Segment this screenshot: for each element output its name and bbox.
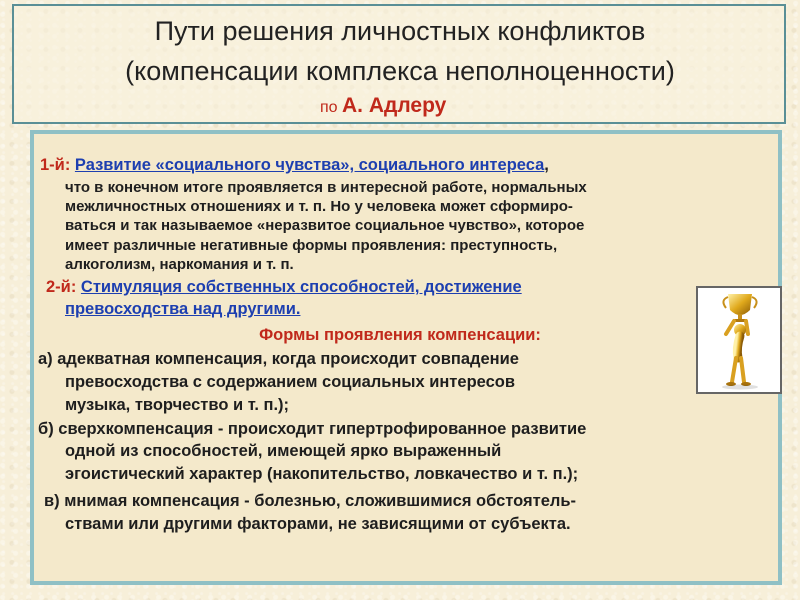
page-title-line-1: Пути решения личностных конфликтов [154,16,646,46]
item-b-line: эгоистический характер (накопительство, ловкачество и т. п.); [65,465,579,483]
p1-heading: Развитие «социального чувства», социального интереса [74,156,545,174]
p2-heading: Стимуляция собственных способностей, достижение [80,278,522,296]
item-c-line: ствами или другими факторами, не зависящими от субъекта. [65,515,571,533]
page-title-line-2: (компенсации комплекса неполноценности) [125,56,675,86]
p2-heading-continued: превосходства над другими. [65,300,301,318]
item-a-line: музыка, творчество и т. п.); [65,396,290,414]
item-a-line: а) адекватная компенсация, когда происходит совпадение [38,350,519,368]
item-a-line: превосходства с содержанием социальных интересов [65,373,516,391]
forms-heading: Формы проявления компенсации: [259,326,541,344]
subtitle-author: А. Адлеру [342,94,447,117]
p1-text-line: алкоголизм, наркомания и т. п. [65,256,294,273]
trophy-figure-icon [698,288,780,392]
p1-text-line: имеет различные негативные формы проявления: преступность, [65,237,558,254]
trophy-figure-image [696,286,782,394]
p2-heading-line-2 [65,300,300,319]
p1-comma: , [544,156,549,174]
item-b-line: одной из способностей, имеющей ярко выраженный [65,442,502,460]
item-c-line: в) мнимая компенсация - болезнью, сложившимися обстоятель- [44,492,577,510]
subtitle-by: по [320,99,338,116]
p1-number: 1-й: [40,156,71,174]
p1-text-line: межличностных отношениях и т. п. Но у человека может сформиро- [65,198,573,215]
p1-heading-line [40,156,549,175]
p2-heading-line [46,278,522,297]
p2-number: 2-й: [46,278,77,296]
item-b-line: б) сверхкомпенсация - происходит гипертрофированное развитие [38,420,587,438]
p1-text-line: ваться и так называемое «неразвитое социальное чувство», которое [65,217,585,234]
p1-text-line: что в конечном итоге проявляется в интересной работе, нормальных [65,179,587,196]
subtitle [320,94,446,118]
